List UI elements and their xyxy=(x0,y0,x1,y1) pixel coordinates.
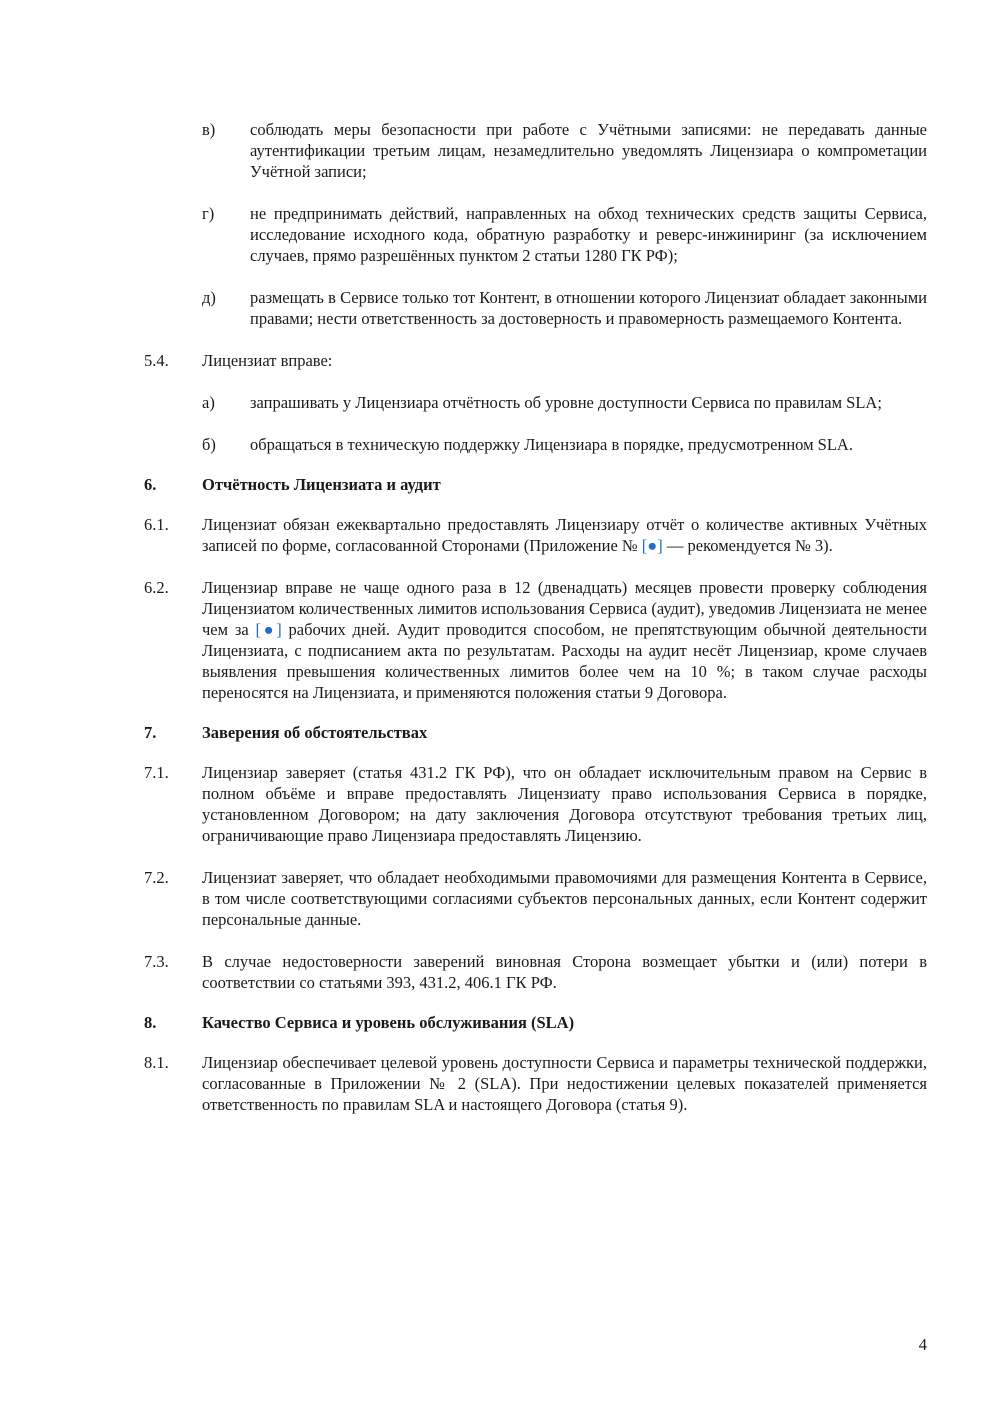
placeholder-marker: [●] xyxy=(255,620,282,639)
clause-text: Лицензиар заверяет (статья 431.2 ГК РФ), что он обладает исключительным правом на Сервис в полном объёме и вправе предоставлять Лицензиату право использования Сервиса в порядке, установленном Договором; на дату заключения Договора отсутствуют требования третьих лиц, ограничивающие право Лицензиара предоставлять Лицензию. xyxy=(202,763,927,845)
subclause-text: соблюдать меры безопасности при работе с Учётными записями: не передавать данные аутентификации третьим лицам, незамедлительно уведомлять Лицензиара о компрометации Учётной записи; xyxy=(250,120,927,181)
clause-6-1 xyxy=(144,514,927,556)
subclause-number: г) xyxy=(202,204,215,223)
subclause-number: д) xyxy=(202,288,216,307)
subclause-g xyxy=(144,203,927,266)
section-heading-8 xyxy=(144,1012,927,1033)
section-number: 7. xyxy=(144,723,157,742)
clause-7-3 xyxy=(144,951,927,993)
clause-text: Лицензиар обеспечивает целевой уровень доступности Сервиса и параметры технической поддержки, согласованные в Приложении № 2 (SLA). При недостижении целевых показателей применяется ответственность по правилам SLA и настоящего Договора (статья 9). xyxy=(202,1053,927,1114)
clause-7-1 xyxy=(144,762,927,846)
subclause-text: размещать в Сервисе только тот Контент, в отношении которого Лицензиат обладает законными правами; нести ответственность за достоверность и правомерность размещаемого Контента. xyxy=(250,288,927,328)
clause-7-2 xyxy=(144,867,927,930)
clause-number: 5.4. xyxy=(144,351,169,370)
clause-number: 6.1. xyxy=(144,515,169,534)
clause-text: Лицензиат заверяет, что обладает необходимыми правомочиями для размещения Контента в Сервисе, в том числе соответствующими согласиями субъектов персональных данных, если Контент содержит персональные данные. xyxy=(202,868,927,929)
clause-8-1 xyxy=(144,1052,927,1115)
subclause-number: б) xyxy=(202,435,216,454)
clause-number: 6.2. xyxy=(144,578,169,597)
clause-number: 7.2. xyxy=(144,868,169,887)
clause-text-part: Лицензиар вправе не чаще одного раза в 12 (двенадцать) месяцев провести проверку соблюдения Лицензиатом количественных лимитов использования Сервиса (аудит), уведомив Лицензиата не менее чем за xyxy=(202,578,927,639)
clause-text-part: рабочих дней. Аудит проводится способом, не препятствующим обычной деятельности Лицензиата, с подписанием акта по результатам. Расходы на аудит несёт Лицензиар, кроме случаев выявления превышения количественных лимитов более чем на 10 %; в таком случае расходы переносятся на Лицензиата, и применяются положения статьи 9 Договора. xyxy=(202,620,927,702)
placeholder-marker: [●] xyxy=(641,536,663,555)
clause-text: Лицензиат вправе: xyxy=(202,351,333,370)
section-heading-7 xyxy=(144,722,927,743)
clause-text-part: Лицензиат обязан ежеквартально предоставлять Лицензиару отчёт о количестве активных Учётных записей по форме, согласованной Сторонами (Приложение № xyxy=(202,515,927,555)
subclause-d xyxy=(144,287,927,329)
subclause-text: запрашивать у Лицензиара отчётность об уровне доступности Сервиса по правилам SLA; xyxy=(250,393,882,412)
page-number: 4 xyxy=(918,1335,927,1354)
clause-6-2 xyxy=(144,577,927,703)
section-title: Заверения об обстоятельствах xyxy=(202,723,428,742)
clause-number: 7.1. xyxy=(144,763,169,782)
document-body xyxy=(144,119,927,1115)
subclause-number: а) xyxy=(202,393,215,412)
section-number: 6. xyxy=(144,475,157,494)
clause-text: В случае недостоверности заверений виновная Сторона возмещает убытки и (или) потери в соответствии со статьями 393, 431.2, 406.1 ГК РФ. xyxy=(202,952,927,992)
subclause-number: в) xyxy=(202,120,216,139)
subclause-a xyxy=(144,392,927,413)
clause-number: 7.3. xyxy=(144,952,169,971)
subclause-text: обращаться в техническую поддержку Лицензиара в порядке, предусмотренном SLA. xyxy=(250,435,853,454)
clause-text-part: — рекомендуется № 3). xyxy=(662,536,833,555)
subclause-text: не предпринимать действий, направленных на обход технических средств защиты Сервиса, исследование исходного кода, обратную разработку и реверс-инжиниринг (за исключением случаев, прямо разрешённых пунктом 2 статьи 1280 ГК РФ); xyxy=(250,204,927,265)
section-title: Качество Сервиса и уровень обслуживания (SLA) xyxy=(202,1013,575,1032)
subclause-v xyxy=(144,119,927,182)
section-title: Отчётность Лицензиата и аудит xyxy=(202,475,441,494)
subclause-b xyxy=(144,434,927,455)
clause-number: 8.1. xyxy=(144,1053,169,1072)
section-number: 8. xyxy=(144,1013,157,1032)
clause-5-4 xyxy=(144,350,927,371)
section-heading-6 xyxy=(144,474,927,495)
